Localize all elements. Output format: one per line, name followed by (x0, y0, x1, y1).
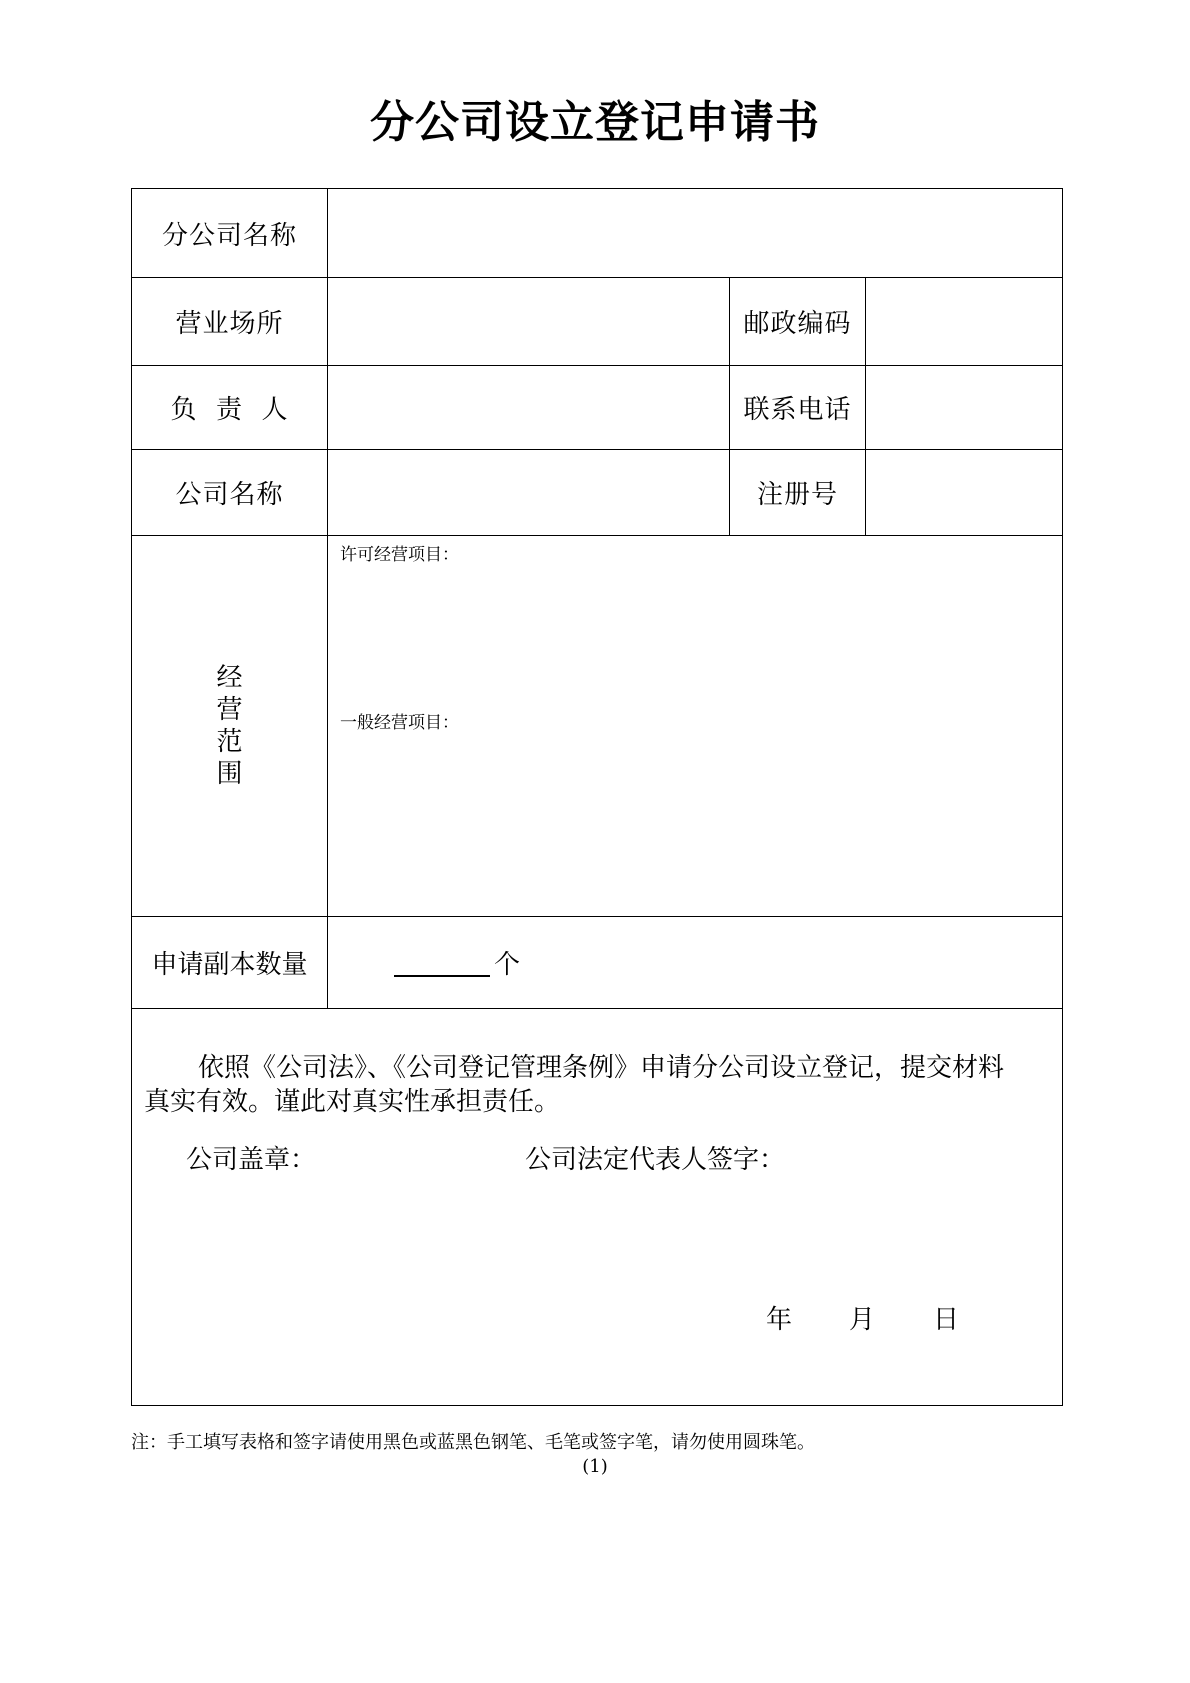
copies-input-blank[interactable] (394, 949, 490, 977)
business-premises-field[interactable] (328, 278, 730, 365)
page-number: (1) (582, 1456, 608, 1477)
row-business-premises (132, 278, 1062, 366)
row-business-scope (132, 536, 1062, 917)
page-title: 分公司设立登记申请书 (370, 97, 820, 148)
permitted-items-label: 许可经营项目： (340, 545, 459, 565)
row-copies (132, 917, 1062, 1009)
branch-name-field[interactable] (328, 189, 1062, 277)
business-scope-label (132, 536, 328, 916)
application-form-table (131, 188, 1063, 1406)
branch-name-label: 分公司名称 (132, 189, 328, 277)
registration-number-label: 注册号 (730, 450, 866, 535)
legal-rep-signature-label: 公司法定代表人签字： (525, 1145, 786, 1175)
business-scope-field[interactable] (328, 536, 1062, 916)
company-seal-label: 公司盖章： (186, 1145, 317, 1175)
footer-note: 注：手工填写表格和签字请使用黑色或蓝黑色钢笔、毛笔或签字笔，请勿使用圆珠笔。 (131, 1432, 815, 1453)
date-month-label: 月 (849, 1305, 876, 1335)
postal-code-label: 邮政编码 (730, 278, 866, 365)
person-in-charge-label: 负 责 人 (132, 366, 328, 449)
row-person-in-charge (132, 366, 1062, 450)
phone-label: 联系电话 (730, 366, 866, 449)
copies-field (328, 917, 1062, 1008)
company-name-label: 公司名称 (132, 450, 328, 535)
company-name-field[interactable] (328, 450, 730, 535)
row-company-name (132, 450, 1062, 536)
row-branch-name (132, 189, 1062, 278)
general-items-label: 一般经营项目： (340, 713, 459, 733)
date-day-label: 日 (933, 1305, 960, 1335)
declaration-line-1: 依照《公司法》、《公司登记管理条例》申请分公司设立登记，提交材料 (198, 1053, 1005, 1083)
postal-code-field[interactable] (866, 278, 1062, 365)
declaration-section (132, 1009, 1062, 1405)
business-scope-char: 经 (216, 663, 243, 693)
registration-number-field[interactable] (866, 450, 1062, 535)
copies-unit: 个 (494, 950, 521, 980)
business-scope-char: 营 (216, 695, 243, 725)
phone-field[interactable] (866, 366, 1062, 449)
copies-label: 申请副本数量 (132, 917, 328, 1008)
declaration-line-2: 真实有效。谨此对真实性承担责任。 (144, 1087, 561, 1117)
date-year-label: 年 (766, 1305, 793, 1335)
business-scope-char: 范 (216, 727, 243, 757)
business-scope-char: 围 (216, 759, 243, 789)
person-in-charge-field[interactable] (328, 366, 730, 449)
business-premises-label: 营业场所 (132, 278, 328, 365)
